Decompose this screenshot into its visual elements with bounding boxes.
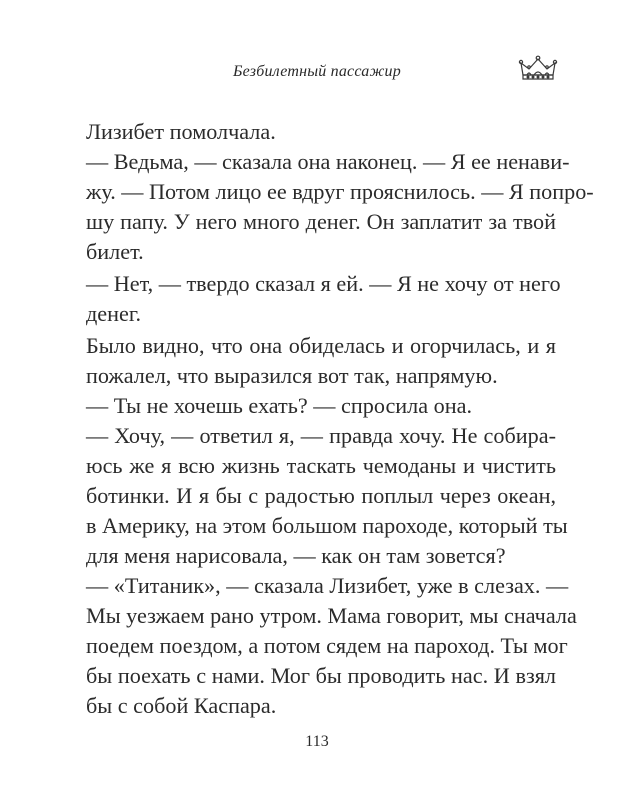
text-line: — Хочу, — ответил я, — правда хочу. Не собира- xyxy=(86,423,556,448)
text-line: денег. xyxy=(86,301,142,326)
text-line: — Ведьма, — сказала она наконец. — Я ее ненави- xyxy=(86,149,570,174)
text-line: для меня нарисовала, — как он там зовется? xyxy=(86,543,506,568)
text-line: — «Титаник», — сказала Лизибет, уже в слезах. — xyxy=(86,573,569,598)
text-line: поедем поездом, а потом сядем на пароход. Ты мог xyxy=(86,633,568,658)
body-text xyxy=(86,117,594,721)
text-line: ботинки. И я бы с радостью поплыл через океан, xyxy=(86,483,556,508)
text-line: Лизибет помолчала. xyxy=(86,119,276,144)
text-line: Мы уезжаем рано утром. Мама говорит, мы сначала xyxy=(86,603,577,628)
running-header: Безбилетный пассажир xyxy=(233,63,401,80)
text-line: в Америку, на этом большом пароходе, который ты xyxy=(86,513,568,538)
page-number: 113 xyxy=(305,733,329,750)
crown-icon xyxy=(517,53,559,83)
text-line: бы поехать с нами. Мог бы проводить нас. И взял xyxy=(86,663,556,688)
text-line: Было видно, что она обиделась и огорчилась, и я xyxy=(86,333,556,358)
text-line: пожалел, что выразился вот так, напрямую. xyxy=(86,363,498,388)
text-line: юсь же я всю жизнь таскать чемоданы и чистить xyxy=(86,453,556,478)
text-line: бы с собой Каспара. xyxy=(86,693,277,718)
text-line: — Нет, — твердо сказал я ей. — Я не хочу от него xyxy=(86,271,561,296)
text-line: — Ты не хочешь ехать? — спросила она. xyxy=(86,393,473,418)
text-line: шу папу. У него много денег. Он заплатит за твой xyxy=(86,209,556,234)
text-line: билет. xyxy=(86,239,144,264)
text-line: жу. — Потом лицо ее вдруг прояснилось. — Я попро- xyxy=(86,179,594,204)
